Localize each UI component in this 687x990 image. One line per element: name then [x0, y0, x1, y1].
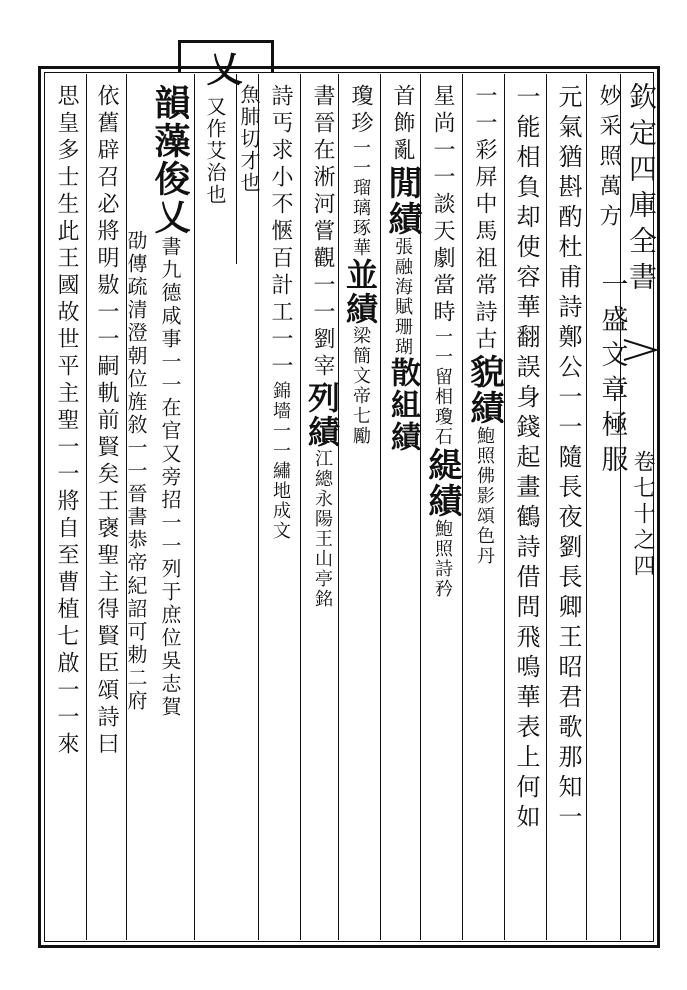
- column-text: 又作艾治也: [203, 96, 227, 206]
- column-text: 一一瑠璃琢華: [350, 138, 371, 258]
- column-text: 張融海賦珊瑚: [392, 237, 413, 357]
- column-text: 魚肺切才也: [237, 84, 261, 194]
- text-column-16: [86, 84, 126, 759]
- column-text: 一能相負却使容華翻誤身錢起畫鶴詩借問飛鳴華表上何如: [512, 84, 540, 834]
- rhyme-head-character: 乂: [201, 50, 243, 88]
- column-text: 思皇多士生此王國故世平主聖一一將自至曹植七啟一一來: [54, 84, 79, 759]
- column-text: 瓊珍: [348, 84, 373, 138]
- column-text: 梁簡文帝七勵: [350, 326, 371, 446]
- text-column-5: [462, 84, 506, 566]
- text-column-10: [258, 84, 302, 541]
- column-text: 鮑照詩矜: [432, 519, 453, 599]
- column-text: 一一彩屏中馬祖常詩古: [472, 84, 497, 354]
- text-column-2: [590, 270, 634, 480]
- entry-heading: 韻藻俊乂: [149, 84, 191, 236]
- juan-number: 卷七十之四: [630, 450, 655, 580]
- column-text: 星尚一一談天劇當時: [430, 84, 455, 327]
- text-column-1: [586, 84, 630, 234]
- entry-heading: 列績: [303, 381, 341, 449]
- column-text: 書晉在淅河嘗觀一一劉宰: [310, 84, 335, 381]
- column-text: 劭傳疏清澄朝位旌敘一一晉書恭帝紀詔可勅二府: [124, 230, 148, 713]
- entry-heading: 貌績: [464, 354, 504, 426]
- entry-heading: 散組績: [385, 357, 420, 453]
- column-text: 詩丐求小不愜百計工一一: [268, 84, 293, 381]
- text-column-4: [504, 84, 548, 834]
- text-column-9: [300, 84, 344, 609]
- column-text: 一盛文章極服: [596, 270, 628, 480]
- column-text: 江總永陽王山亭銘: [312, 449, 333, 609]
- text-column-14: [148, 84, 192, 719]
- column-text: 書九德咸事一一在官又旁招一一列于庶位吳志賀: [158, 236, 182, 719]
- entry-heading: 閒績: [382, 165, 422, 237]
- column-text: 妙采照萬方: [596, 84, 621, 234]
- text-column-12: [200, 96, 230, 206]
- rhyme-heading: [200, 50, 244, 88]
- column-text: 首飾亂: [390, 84, 415, 165]
- text-column-17: [46, 84, 86, 759]
- text-column-6: [420, 84, 464, 599]
- book-title: 欽定四庫全書: [625, 82, 658, 298]
- entry-heading: 並績: [341, 258, 379, 326]
- column-rule: [194, 74, 195, 940]
- column-text: 錦墻一一繡地成文: [270, 381, 291, 541]
- text-column-8: [338, 84, 382, 446]
- text-column-3: [546, 84, 590, 834]
- text-column-7: [380, 84, 424, 453]
- entry-heading: 緹績: [422, 447, 462, 519]
- column-text: 元氣猶斟酌杜甫詩鄭公一一隨長夜劉長卿王昭君歌那知一: [554, 84, 582, 834]
- text-column-11: [236, 84, 262, 194]
- column-text: 鮑照佛影頌色丹: [474, 426, 495, 566]
- column-text: 依舊辟召必將明敭一一嗣軌前賢矣王襃聖主得賢臣頌詩曰: [94, 84, 119, 759]
- column-text: 一一留相瓊石: [432, 327, 453, 447]
